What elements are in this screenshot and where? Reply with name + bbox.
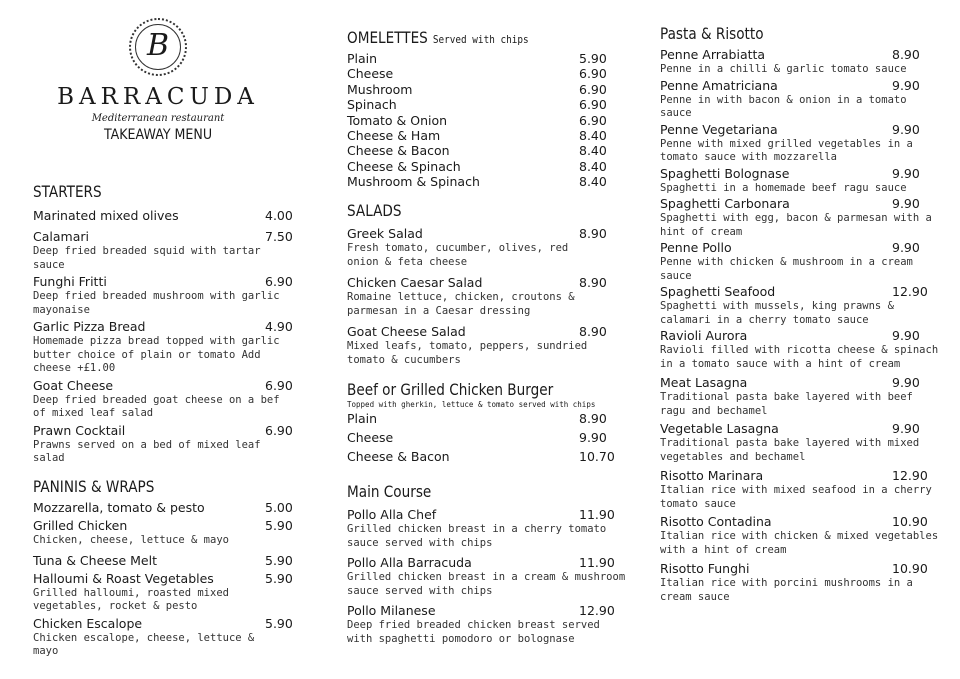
section-title: Pasta & Risotto — [660, 24, 764, 43]
menu-item — [347, 507, 615, 550]
menu-item-price: 8.90 — [579, 275, 607, 290]
menu-item-description: Romaine lettuce, chicken, croutons & parmesan in a Caesar dressing — [347, 291, 575, 317]
menu-item-price: 7.50 — [265, 229, 293, 244]
menu-item — [33, 518, 291, 548]
menu-item-description: Fresh tomato, cucumber, olives, red onion & feta cheese — [347, 242, 569, 268]
menu-item-name: Pollo Milanese — [347, 603, 436, 618]
menu-item — [347, 275, 605, 318]
menu-item — [33, 553, 291, 569]
menu-item — [660, 375, 940, 418]
menu-item-description: Italian rice with chicken & mixed vegetables with a hint of cream — [660, 530, 939, 556]
menu-item — [33, 319, 291, 376]
menu-item-price: 9.90 — [892, 421, 920, 436]
menu-item — [347, 411, 615, 427]
section-note: Topped with gherkin, lettuce & tomato served with chips — [347, 400, 596, 409]
menu-item — [33, 208, 291, 224]
menu-item-name: Mushroom — [347, 81, 413, 97]
menu-item-description: Grilled halloumi, roasted mixed vegetables, rocket & pesto — [33, 586, 229, 612]
menu-item-name: Halloumi & Roast Vegetables — [33, 570, 214, 586]
menu-item — [347, 113, 605, 128]
menu-item-name: Risotto Contadina — [660, 514, 772, 529]
menu-item — [660, 78, 940, 121]
menu-item-price: 9.90 — [579, 430, 607, 445]
menu-item-price: 8.90 — [579, 324, 607, 339]
menu-item-name: Cheese — [347, 430, 394, 445]
menu-item — [660, 468, 940, 511]
menu-item-description: Chicken, cheese, lettuce & mayo — [33, 534, 229, 546]
menu-item-name: Risotto Funghi — [660, 561, 750, 576]
menu-item — [33, 229, 291, 272]
menu-item-description: Deep fried breaded goat cheese on a bef of mixed leaf salad — [33, 393, 280, 419]
paninis-section — [33, 477, 291, 659]
menu-item-name: Cheese — [347, 66, 394, 82]
menu-item-price: 10.70 — [579, 449, 615, 464]
menu-item — [660, 47, 940, 77]
menu-item-name: Mushroom & Spinach — [347, 174, 480, 190]
menu-item — [33, 274, 291, 317]
menu-item-price: 9.90 — [892, 121, 920, 137]
menu-item — [33, 616, 291, 659]
menu-item-description: Spaghetti with egg, bacon & parmesan with a hint of cream — [660, 212, 932, 238]
menu-item — [347, 82, 605, 97]
menu-item-price: 9.90 — [892, 375, 920, 390]
menu-item-name: Spinach — [347, 97, 397, 113]
starters-section — [33, 182, 291, 466]
menu-item-description: Penne in with bacon & onion in a tomato sauce — [660, 93, 907, 119]
menu-item — [660, 328, 940, 371]
menu-item-price: 9.90 — [892, 328, 920, 343]
menu-item-name: Garlic Pizza Bread — [33, 319, 146, 334]
menu-item-description: Grilled chicken breast in a cream & mushroom sauce served with chips — [347, 571, 626, 597]
menu-item-description: Deep fried breaded squid with tartar sauce — [33, 245, 261, 271]
menu-item-name: Chicken Escalope — [33, 615, 143, 631]
menu-item-description: Deep fried breaded mushroom with garlic mayonaise — [33, 290, 280, 316]
takeaway-title: TAKEAWAY MENU — [103, 127, 213, 143]
menu-item-name: Spaghetti Carbonara — [660, 196, 790, 211]
menu-item — [33, 423, 291, 466]
menu-item — [660, 514, 940, 557]
menu-item-description: Italian rice with mixed seafood in a cherry tomato sauce — [660, 484, 932, 510]
section-note: Served with chips — [432, 33, 529, 46]
section-title: Beef or Grilled Chicken Burger — [347, 380, 554, 399]
menu-item-description: Spaghetti in a homemade beef ragu sauce — [660, 181, 907, 194]
menu-item — [660, 122, 940, 165]
menu-item — [347, 174, 605, 189]
menu-item-price: 6.90 — [265, 377, 293, 393]
menu-item-name: Pollo Alla Barracuda — [347, 555, 472, 570]
menu-item-name: Plain — [347, 51, 378, 66]
menu-item-price: 10.90 — [892, 561, 928, 576]
restaurant-subtitle: Mediterranean restaurant — [91, 113, 225, 124]
menu-item-price: 6.90 — [265, 274, 293, 289]
logo-emblem-icon — [129, 18, 187, 76]
section-title: STARTERS — [33, 182, 102, 201]
menu-item-name: Goat Cheese Salad — [347, 324, 466, 339]
menu-item — [660, 240, 940, 283]
menu-item-price: 8.90 — [892, 47, 920, 62]
menu-item — [347, 226, 605, 269]
menu-item-price: 5.00 — [265, 500, 293, 515]
menu-item-name: Marinated mixed olives — [33, 208, 179, 223]
menu-item — [347, 128, 605, 143]
menu-item-price: 6.90 — [579, 97, 607, 113]
menu-item-name: Penne Pollo — [660, 240, 732, 255]
menu-item-description: Penne in a chilli & garlic tomato sauce — [660, 63, 907, 75]
menu-item-name: Cheese & Bacon — [347, 143, 450, 159]
restaurant-name: BARRACUDA — [57, 84, 259, 110]
menu-item-name: Funghi Fritti — [33, 274, 107, 289]
section-title-text: OMELETTES — [347, 28, 428, 47]
menu-item-name: Penne Arrabiatta — [660, 47, 766, 62]
menu-item-name: Cheese & Ham — [347, 127, 441, 143]
menu-item-name: Chicken Caesar Salad — [347, 275, 483, 290]
menu-item-name: Cheese & Bacon — [347, 449, 450, 464]
section-title: Main Course — [347, 482, 432, 501]
menu-item — [660, 196, 940, 239]
menu-item — [347, 97, 605, 112]
menu-item-name: Vegetable Lasagna — [660, 421, 779, 436]
menu-item-description: Penne with chicken & mushroom in a cream sauce — [660, 256, 913, 282]
menu-item-name: Penne Amatriciana — [660, 77, 778, 93]
menu-item — [660, 166, 940, 196]
menu-item-price: 8.40 — [579, 174, 607, 190]
menu-item-price: 9.90 — [892, 240, 920, 255]
menu-item-price: 12.90 — [892, 468, 928, 483]
menu-item-description: Penne with mixed grilled vegetables in a tomato sauce with mozzarella — [660, 137, 913, 163]
menu-item-name: Grilled Chicken — [33, 518, 128, 533]
pasta-section — [660, 24, 940, 604]
omelettes-section — [347, 28, 605, 190]
menu-item-name: Tomato & Onion — [347, 112, 448, 128]
menu-item-price: 9.90 — [892, 196, 920, 211]
menu-item-price: 10.90 — [892, 514, 928, 529]
menu-item-price: 6.90 — [579, 112, 607, 128]
menu-item-name: Mozzarella, tomato & pesto — [33, 500, 205, 515]
menu-item — [347, 555, 626, 598]
menu-item — [347, 66, 605, 81]
menu-item-description: Italian rice with porcini mushrooms in a cream sauce — [660, 577, 913, 603]
menu-item-description: Homemade pizza bread topped with garlic butter choice of plain or tomato Add cheese +£1.00 — [33, 335, 280, 374]
menu-item-price: 6.90 — [579, 81, 607, 97]
menu-item-price: 5.90 — [265, 552, 293, 568]
menu-item-price: 5.90 — [265, 518, 293, 533]
menu-item-name: Spaghetti Bolognase — [660, 165, 790, 181]
menu-item-description: Chicken escalope, cheese, lettuce & mayo — [33, 631, 255, 657]
menu-item — [660, 561, 940, 604]
menu-item — [660, 284, 940, 327]
menu-item-price: 11.90 — [579, 507, 615, 522]
menu-item-price: 4.00 — [265, 208, 293, 223]
menu-item-price: 9.90 — [892, 165, 920, 181]
menu-item-description: Mixed leafs, tomato, peppers, sundried tomato & cucumbers — [347, 340, 588, 366]
menu-item-name: Pollo Alla Chef — [347, 507, 437, 522]
menu-item-price: 4.90 — [265, 319, 293, 334]
menu-item-price: 12.90 — [892, 284, 928, 299]
menu-item-name: Calamari — [33, 229, 89, 244]
menu-item-name: Spaghetti Seafood — [660, 284, 776, 299]
menu-item-description: Deep fried breaded chicken breast served with spaghetti pomodoro or bolognase — [347, 619, 600, 645]
menu-item-price: 8.90 — [579, 226, 607, 241]
section-title: PANINIS & WRAPS — [33, 477, 155, 496]
menu-item-name: Cheese & Spinach — [347, 158, 461, 174]
menu-item-name: Meat Lasagna — [660, 375, 748, 390]
menu-item — [660, 421, 940, 464]
menu-item-name: Tuna & Cheese Melt — [33, 552, 157, 568]
menu-item — [33, 571, 291, 614]
menu-item-name: Risotto Marinara — [660, 468, 764, 483]
menu-item-description: Ravioli filled with ricotta cheese & spinach in a tomato sauce with a hint of cream — [660, 344, 939, 370]
menu-item-price: 8.40 — [579, 158, 607, 174]
menu-item-description: Spaghetti with mussels, king prawns & calamari in a cherry tomato sauce — [660, 300, 894, 326]
menu-item-price: 8.40 — [579, 127, 607, 143]
menu-item-name: Greek Salad — [347, 226, 423, 241]
menu-item-price: 5.90 — [579, 51, 607, 66]
menu-item-price: 5.90 — [265, 615, 293, 631]
menu-item-name: Prawn Cocktail — [33, 422, 126, 438]
menu-item-price: 5.90 — [265, 570, 293, 586]
menu-item — [33, 378, 291, 421]
menu-item-name: Ravioli Aurora — [660, 328, 748, 343]
menu-item-price: 6.90 — [579, 66, 607, 82]
menu-item-description: Traditional pasta bake layered with mixed vegetables and bechamel — [660, 437, 920, 463]
menu-item-name: Goat Cheese — [33, 377, 114, 393]
menu-item — [347, 449, 615, 465]
menu-item-name: Penne Vegetariana — [660, 121, 778, 137]
menu-item — [33, 500, 291, 516]
menu-item-price: 9.90 — [892, 77, 920, 93]
section-title: SALADS — [347, 201, 402, 220]
menu-item-description: Traditional pasta bake layered with beef ragu and bechamel — [660, 391, 913, 417]
menu-item — [347, 430, 615, 446]
menu-item-price: 6.90 — [265, 422, 293, 438]
main-course-section — [347, 482, 626, 646]
menu-item-description: Prawns served on a bed of mixed leaf salad — [33, 438, 261, 464]
menu-item — [347, 51, 605, 66]
menu-item — [347, 324, 605, 367]
menu-item-description: Grilled chicken breast in a cherry tomato sauce served with chips — [347, 523, 607, 549]
menu-item-price: 11.90 — [579, 555, 615, 570]
burger-section — [347, 380, 615, 465]
salads-section — [347, 201, 605, 367]
menu-item — [347, 143, 605, 158]
menu-item — [347, 603, 615, 646]
section-title — [347, 28, 566, 50]
menu-item-name: Plain — [347, 411, 378, 426]
menu-item-price: 12.90 — [579, 603, 615, 618]
restaurant-logo — [33, 18, 283, 144]
menu-item-price: 8.90 — [579, 411, 607, 426]
menu-item-price: 8.40 — [579, 143, 607, 159]
logo-letter: B — [146, 28, 170, 63]
menu-item — [347, 159, 605, 174]
